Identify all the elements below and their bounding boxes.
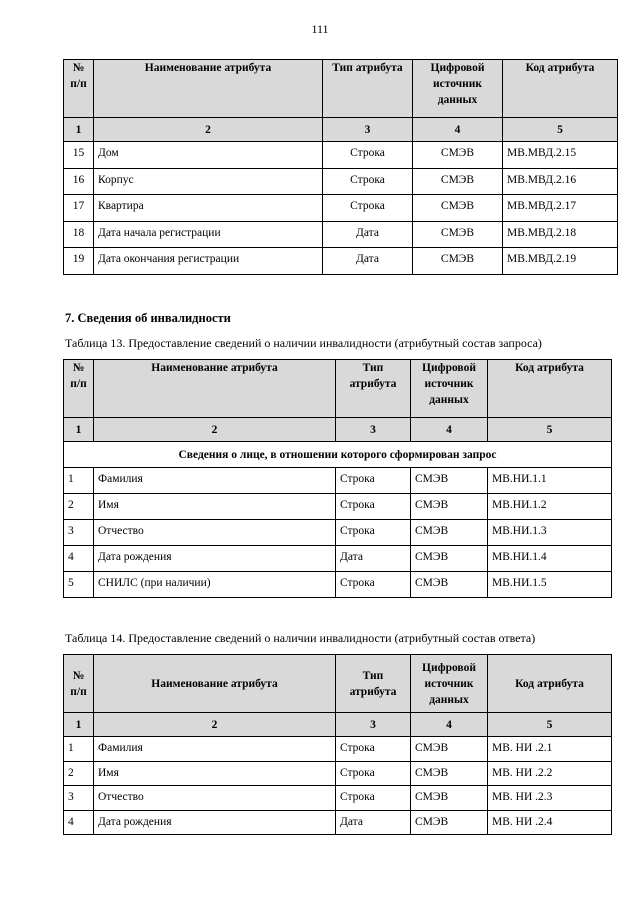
attribute-type-cell: Строка — [336, 786, 411, 811]
column-number-cell: 2 — [94, 713, 336, 737]
row-number-cell: 1 — [64, 737, 94, 762]
column-number-cell: 3 — [336, 418, 411, 442]
attribute-name-cell: Дата рождения — [94, 810, 336, 835]
table-row — [64, 761, 612, 786]
table-row — [64, 810, 612, 835]
attribute-code-cell: МВ. НИ .2.3 — [488, 786, 612, 811]
data-source-cell: СМЭВ — [411, 761, 488, 786]
data-source-cell: СМЭВ — [411, 546, 488, 572]
row-number-cell: 2 — [64, 761, 94, 786]
attribute-name-cell: СНИЛС (при наличии) — [94, 572, 336, 598]
table-14 — [63, 654, 612, 835]
data-source-cell: СМЭВ — [413, 248, 503, 275]
attribute-name-cell: Дом — [94, 142, 323, 169]
row-number-cell: 3 — [64, 786, 94, 811]
group-title: Сведения о лице, в отношении которого сформирован запрос — [64, 442, 612, 468]
row-number-cell: 1 — [64, 468, 94, 494]
attribute-code-cell: МВ.НИ.1.1 — [488, 468, 612, 494]
attribute-code-cell: МВ.МВД.2.19 — [503, 248, 618, 275]
data-source-cell: СМЭВ — [411, 737, 488, 762]
table-address-continuation — [63, 59, 618, 275]
table-row — [64, 572, 612, 598]
table-13 — [63, 359, 612, 598]
attribute-name-cell: Корпус — [94, 168, 323, 195]
header-attribute-type: Тип атрибута — [336, 655, 411, 713]
data-source-cell: СМЭВ — [411, 810, 488, 835]
attribute-name-cell: Квартира — [94, 195, 323, 222]
attribute-name-cell: Отчество — [94, 520, 336, 546]
row-number-cell: 3 — [64, 520, 94, 546]
row-number-cell: 5 — [64, 572, 94, 598]
header-attribute-type: Тип атрибута — [336, 360, 411, 418]
row-number-cell: 4 — [64, 810, 94, 835]
row-number-cell: 18 — [64, 221, 94, 248]
attribute-type-cell: Строка — [336, 468, 411, 494]
table-row — [64, 195, 618, 222]
row-number-cell: 2 — [64, 494, 94, 520]
header-attribute-name: Наименование атрибута — [94, 360, 336, 418]
column-number-cell: 5 — [503, 118, 618, 142]
header-attribute-code: Код атрибута — [503, 60, 618, 118]
header-data-source: Цифровой источник данных — [413, 60, 503, 118]
attribute-name-cell: Дата рождения — [94, 546, 336, 572]
attribute-name-cell: Имя — [94, 494, 336, 520]
attribute-code-cell: МВ. НИ .2.1 — [488, 737, 612, 762]
table-row — [64, 221, 618, 248]
section-title: 7. Сведения об инвалидности — [65, 311, 231, 325]
attribute-name-cell: Дата начала регистрации — [94, 221, 323, 248]
row-number-cell: 17 — [64, 195, 94, 222]
attribute-type-cell: Строка — [336, 572, 411, 598]
header-number: № п/п — [64, 360, 94, 418]
table-row — [64, 168, 618, 195]
column-number-row — [64, 118, 618, 142]
attribute-name-cell: Отчество — [94, 786, 336, 811]
attribute-type-cell: Строка — [336, 520, 411, 546]
column-number-cell: 2 — [94, 418, 336, 442]
attribute-code-cell: МВ.МВД.2.15 — [503, 142, 618, 169]
row-number-cell: 15 — [64, 142, 94, 169]
attribute-code-cell: МВ.НИ.1.5 — [488, 572, 612, 598]
data-source-cell: СМЭВ — [411, 520, 488, 546]
column-number-row — [64, 713, 612, 737]
header-attribute-name: Наименование атрибута — [94, 60, 323, 118]
attribute-type-cell: Дата — [336, 546, 411, 572]
attribute-name-cell: Фамилия — [94, 737, 336, 762]
column-number-cell: 4 — [413, 118, 503, 142]
attribute-name-cell: Имя — [94, 761, 336, 786]
table-row — [64, 494, 612, 520]
attribute-code-cell: МВ.НИ.1.2 — [488, 494, 612, 520]
data-source-cell: СМЭВ — [413, 142, 503, 169]
table-row — [64, 786, 612, 811]
table-row — [64, 546, 612, 572]
data-source-cell: СМЭВ — [411, 572, 488, 598]
attribute-code-cell: МВ.МВД.2.16 — [503, 168, 618, 195]
attribute-code-cell: МВ.МВД.2.17 — [503, 195, 618, 222]
attribute-type-cell: Строка — [323, 195, 413, 222]
page-number: 111 — [311, 22, 329, 36]
attribute-type-cell: Дата — [323, 221, 413, 248]
row-number-cell: 16 — [64, 168, 94, 195]
header-data-source: Цифровой источник данных — [411, 360, 488, 418]
attribute-type-cell: Дата — [336, 810, 411, 835]
column-number-cell: 2 — [94, 118, 323, 142]
attribute-type-cell: Строка — [336, 761, 411, 786]
column-number-cell: 1 — [64, 118, 94, 142]
header-attribute-name: Наименование атрибута — [94, 655, 336, 713]
column-number-cell: 5 — [488, 713, 612, 737]
header-number: № п/п — [64, 60, 94, 118]
table-row — [64, 248, 618, 275]
column-number-row — [64, 418, 612, 442]
header-attribute-type: Тип атрибута — [323, 60, 413, 118]
attribute-code-cell: МВ.МВД.2.18 — [503, 221, 618, 248]
row-number-cell: 4 — [64, 546, 94, 572]
attribute-type-cell: Строка — [323, 168, 413, 195]
group-row — [64, 442, 612, 468]
column-number-cell: 1 — [64, 418, 94, 442]
attribute-code-cell: МВ. НИ .2.4 — [488, 810, 612, 835]
attribute-code-cell: МВ.НИ.1.4 — [488, 546, 612, 572]
data-source-cell: СМЭВ — [413, 221, 503, 248]
attribute-name-cell: Дата окончания регистрации — [94, 248, 323, 275]
header-attribute-code: Код атрибута — [488, 655, 612, 713]
attribute-type-cell: Строка — [336, 737, 411, 762]
attribute-type-cell: Строка — [336, 494, 411, 520]
table-caption: Таблица 13. Предоставление сведений о наличии инвалидности (атрибутный состав запроса) — [65, 336, 542, 350]
table-row — [64, 142, 618, 169]
row-number-cell: 19 — [64, 248, 94, 275]
table-caption: Таблица 14. Предоставление сведений о наличии инвалидности (атрибутный состав ответа) — [65, 631, 536, 645]
column-number-cell: 4 — [411, 418, 488, 442]
column-number-cell: 3 — [323, 118, 413, 142]
attribute-name-cell: Фамилия — [94, 468, 336, 494]
header-data-source: Цифровой источник данных — [411, 655, 488, 713]
column-number-cell: 3 — [336, 713, 411, 737]
table-row — [64, 468, 612, 494]
header-number: № п/п — [64, 655, 94, 713]
column-number-cell: 4 — [411, 713, 488, 737]
attribute-code-cell: МВ.НИ.1.3 — [488, 520, 612, 546]
data-source-cell: СМЭВ — [411, 494, 488, 520]
table-row — [64, 520, 612, 546]
data-source-cell: СМЭВ — [413, 168, 503, 195]
data-source-cell: СМЭВ — [411, 468, 488, 494]
data-source-cell: СМЭВ — [411, 786, 488, 811]
attribute-code-cell: МВ. НИ .2.2 — [488, 761, 612, 786]
attribute-type-cell: Дата — [323, 248, 413, 275]
header-attribute-code: Код атрибута — [488, 360, 612, 418]
column-number-cell: 5 — [488, 418, 612, 442]
table-row — [64, 737, 612, 762]
column-number-cell: 1 — [64, 713, 94, 737]
attribute-type-cell: Строка — [323, 142, 413, 169]
data-source-cell: СМЭВ — [413, 195, 503, 222]
